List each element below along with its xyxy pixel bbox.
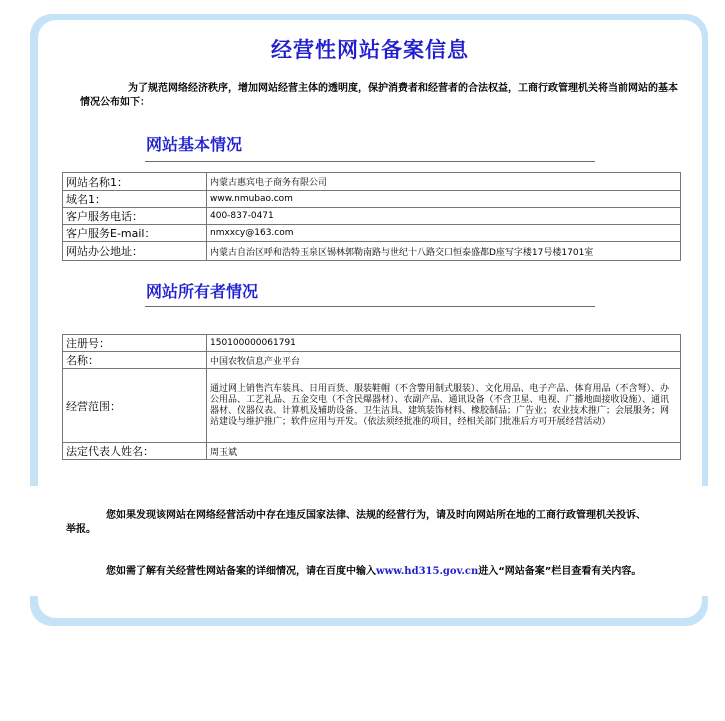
- report-notice-text: 您如果发现该网站在网络经营活动中存在违反国家法律、法规的经营行为，请及时向网站所在地的工商行政管理机关投诉、举报。: [66, 510, 646, 535]
- table-row: [63, 352, 681, 369]
- lookup-text-before: 您如需了解有关经营性网站备案的详细情况，请在百度中输入: [106, 566, 376, 577]
- owner-section-heading: 网站所有者情况: [146, 282, 259, 301]
- lookup-notice: [106, 565, 706, 579]
- table-row: [63, 242, 681, 261]
- hd315-link[interactable]: www.hd315.gov.cn: [376, 566, 479, 577]
- intro-content: 为了规范网络经济秩序，增加网站经营主体的透明度，保护消费者和经营者的合法权益，工商行政管理机关将当前网站的基本情况公布如下：: [80, 83, 678, 108]
- row-label: 经营范围：: [63, 369, 207, 443]
- site-info-table: [62, 172, 681, 261]
- row-label: 注册号：: [63, 335, 207, 352]
- table-row: [63, 208, 681, 225]
- site-section-heading: 网站基本情况: [146, 135, 243, 154]
- row-label: 名称：: [63, 352, 207, 369]
- row-label: 法定代表人姓名：: [63, 443, 207, 460]
- row-value: 中国农牧信息产业平台: [207, 352, 681, 369]
- row-label: 网站名称1：: [63, 173, 207, 191]
- row-label: 网站办公地址：: [63, 242, 207, 261]
- domain-link[interactable]: www.nmubao.com: [207, 191, 681, 208]
- page-title: 经营性网站备案信息: [271, 37, 469, 62]
- footer-panel: [30, 486, 714, 596]
- table-row: [63, 173, 681, 191]
- row-value: 内蒙古惠宾电子商务有限公司: [207, 173, 681, 191]
- row-value: 通过网上销售汽车装具、日用百货、服装鞋帽（不含警用制式服装）、文化用品、电子产品、体育用品（不含弩）、办公用品、工艺礼品、五金交电（不含民爆器材）、农副产品、通讯设备（不含卫星、电视、广播地面接收设施）、通讯器材、仪器仪表、计算机及辅助设备、卫生洁具、建筑装饰材料、橡胶制品；广告业；农业技术推广；会展服务；网站建设与维护推广；软件应用与开发。（依法须经批准的项目，经相关部门批准后方可开展经营活动）: [207, 369, 681, 443]
- table-row: [63, 443, 681, 460]
- intro-text: [80, 82, 680, 110]
- table-row: [63, 335, 681, 352]
- email-link[interactable]: nmxxcy@163.com: [207, 225, 681, 242]
- table-row: [63, 369, 681, 443]
- report-notice: [66, 509, 646, 537]
- row-label: 客户服务E-mail：: [63, 225, 207, 242]
- row-value: 周玉斌: [207, 443, 681, 460]
- row-value: 内蒙古自治区呼和浩特玉泉区锡林郭勒南路与世纪十八路交口恒泰盛都D座写字楼17号楼1701室: [207, 242, 681, 261]
- row-value: 400-837-0471: [207, 208, 681, 225]
- owner-info-table: [62, 334, 681, 460]
- table-row: [63, 191, 681, 208]
- lookup-text-after: 进入“网站备案”栏目查看有关内容。: [478, 566, 642, 577]
- row-label: 域名1：: [63, 191, 207, 208]
- row-label: 客户服务电话：: [63, 208, 207, 225]
- section-divider: [145, 306, 595, 307]
- section-divider: [145, 161, 595, 162]
- row-value: 150100000061791: [207, 335, 681, 352]
- table-row: [63, 225, 681, 242]
